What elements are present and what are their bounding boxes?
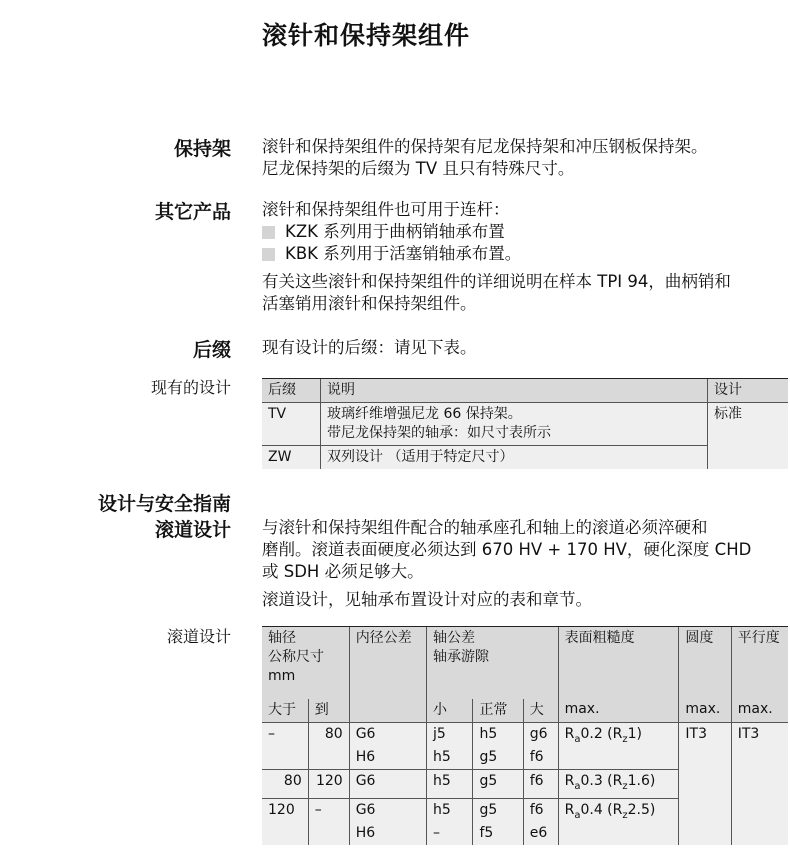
rz-value: 2.5 — [627, 801, 650, 818]
section-label-cage: 保持架 — [173, 138, 231, 160]
cell-large: f6 — [523, 798, 558, 822]
other-line-1: 有关这些滚针和保持架组件的详细说明在样本 TPI 94，曲柄销和 — [262, 272, 731, 291]
header-line: 轴径 — [268, 630, 296, 646]
cell-normal: h5 — [473, 723, 523, 747]
cell-over: – — [262, 723, 308, 770]
cell-normal: g5 — [473, 770, 523, 799]
suffix-table — [262, 378, 788, 469]
cell-over: 120 — [262, 798, 308, 845]
cell-bore: G6 — [349, 723, 426, 747]
cell-large: e6 — [523, 822, 558, 845]
cage-line-1: 滚针和保持架组件的保持架有尼龙保持架和冲压钢板保持架。 — [262, 137, 708, 156]
cell-parallelism: IT3 — [731, 723, 788, 845]
cell-small: h5 — [427, 798, 473, 822]
cell-small: j5 — [427, 723, 473, 747]
th-design: 设计 — [708, 379, 789, 403]
cell-small: h5 — [427, 746, 473, 770]
header-line: 圆度 — [685, 630, 714, 646]
desc-line: 玻璃纤维增强尼龙 66 保持架。 — [327, 406, 522, 422]
th-shaft-diameter — [262, 627, 349, 700]
cell-large: f6 — [523, 746, 558, 770]
th-parallelism — [731, 627, 788, 723]
suffix-text: 现有设计的后缀：请见下表。 — [262, 338, 477, 357]
guide-line-1: 与滚针和保持架组件配合的轴承座孔和轴上的滚道必须淬硬和 — [262, 518, 708, 537]
cell-normal: f5 — [473, 822, 523, 845]
cell-roughness: $R_a0.3$ $(R_z1.6)$ — [558, 770, 679, 799]
cell-large: g6 — [523, 723, 558, 747]
th-shaft-tolerance — [427, 627, 559, 700]
section-sublabel-raceway: 滚道设计 — [154, 519, 231, 541]
table-row — [262, 723, 788, 747]
cell-bore: G6 — [349, 770, 426, 799]
cell-to: 120 — [308, 770, 349, 799]
other-intro: 滚针和保持架组件也可用于连杆： — [262, 200, 510, 219]
header-line: 平行度 — [737, 630, 780, 646]
th-to: 到 — [308, 699, 349, 723]
th-large: 大 — [523, 699, 558, 723]
th-over: 大于 — [262, 699, 308, 723]
cell-small: h5 — [427, 770, 473, 799]
header-line: 轴公差 — [433, 630, 476, 646]
table-header-row — [262, 627, 788, 700]
other-line-2: 活塞销用滚针和保持架组件。 — [262, 294, 477, 313]
raceway-table — [262, 626, 788, 845]
th-bore-tolerance: 内径公差 — [349, 627, 426, 723]
cell-bore: H6 — [349, 746, 426, 770]
section-label-guide: 设计与安全指南 — [97, 493, 231, 515]
ra-value: 0.3 — [580, 773, 603, 789]
cage-line-2: 尼龙保持架的后缀为 TV 且只有特殊尺寸。 — [262, 159, 575, 178]
table-label-raceway: 滚道设计 — [166, 627, 231, 646]
section-body-guide — [262, 517, 782, 611]
th-roundness — [679, 627, 731, 723]
cell-to: 80 — [308, 723, 349, 770]
cell-roughness: $R_a0.2$ $(R_z1)$ — [558, 723, 679, 770]
bullet-text: KZK 系列用于曲柄销轴承布置 — [285, 222, 505, 241]
cell-roughness: $R_a0.4$ $(R_z2.5)$ — [558, 798, 679, 845]
cell-roundness: IT3 — [679, 723, 731, 845]
guide-line-3: 或 SDH 必须足够大。 — [262, 562, 424, 581]
page-title: 滚针和保持架组件 — [262, 21, 471, 50]
table-row — [262, 403, 788, 446]
guide-line-2: 磨削。滚道表面硬度必须达到 670 HV + 170 HV，硬化深度 CHD — [262, 540, 752, 559]
cell-bore: H6 — [349, 822, 426, 845]
square-bullet-icon — [262, 248, 275, 261]
header-line: 表面粗糙度 — [564, 630, 635, 646]
th-suffix: 后缀 — [262, 379, 321, 403]
cell-large: f6 — [523, 770, 558, 799]
th-surface-roughness — [558, 627, 679, 723]
cell-description — [321, 403, 708, 446]
bullet-item — [262, 243, 782, 265]
th-small: 小 — [427, 699, 473, 723]
cell-description: 双列设计 （适用于特定尺寸） — [321, 446, 708, 470]
header-max: max. — [737, 701, 773, 717]
header-max: max. — [685, 701, 721, 717]
cell-normal: g5 — [473, 798, 523, 822]
section-label-suffix: 后缀 — [192, 339, 231, 361]
guide-note: 滚道设计，见轴承布置设计对应的表和章节。 — [262, 590, 592, 609]
section-body-other — [262, 199, 782, 315]
desc-line: 带尼龙保持架的轴承：如尺寸表所示 — [327, 425, 551, 441]
header-line: 公称尺寸 — [268, 649, 324, 665]
header-line: mm — [268, 668, 296, 684]
rz-value: 1.6 — [627, 773, 650, 789]
cell-normal: g5 — [473, 746, 523, 770]
ra-value: 0.4 — [580, 801, 603, 818]
table-label-suffix: 现有的设计 — [150, 378, 231, 397]
cell-design: 标准 — [708, 403, 789, 470]
cell-code: TV — [262, 403, 321, 446]
section-body-cage — [262, 136, 782, 180]
header-line: 轴承游隙 — [433, 649, 490, 665]
section-label-other: 其它产品 — [154, 201, 231, 223]
cell-over: 80 — [262, 770, 308, 799]
bullet-item — [262, 221, 782, 243]
cell-to: – — [308, 798, 349, 845]
th-description: 说明 — [321, 379, 708, 403]
th-normal: 正常 — [473, 699, 523, 723]
table-header-row — [262, 379, 788, 403]
bullet-text: KBK 系列用于活塞销轴承布置。 — [285, 244, 522, 263]
cell-bore: G6 — [349, 798, 426, 822]
ra-value: 0.2 — [580, 726, 603, 742]
square-bullet-icon — [262, 226, 275, 239]
cell-code: ZW — [262, 446, 321, 470]
cell-small: – — [427, 822, 473, 845]
header-max: max. — [564, 701, 600, 717]
rz-value: 1 — [627, 726, 637, 742]
